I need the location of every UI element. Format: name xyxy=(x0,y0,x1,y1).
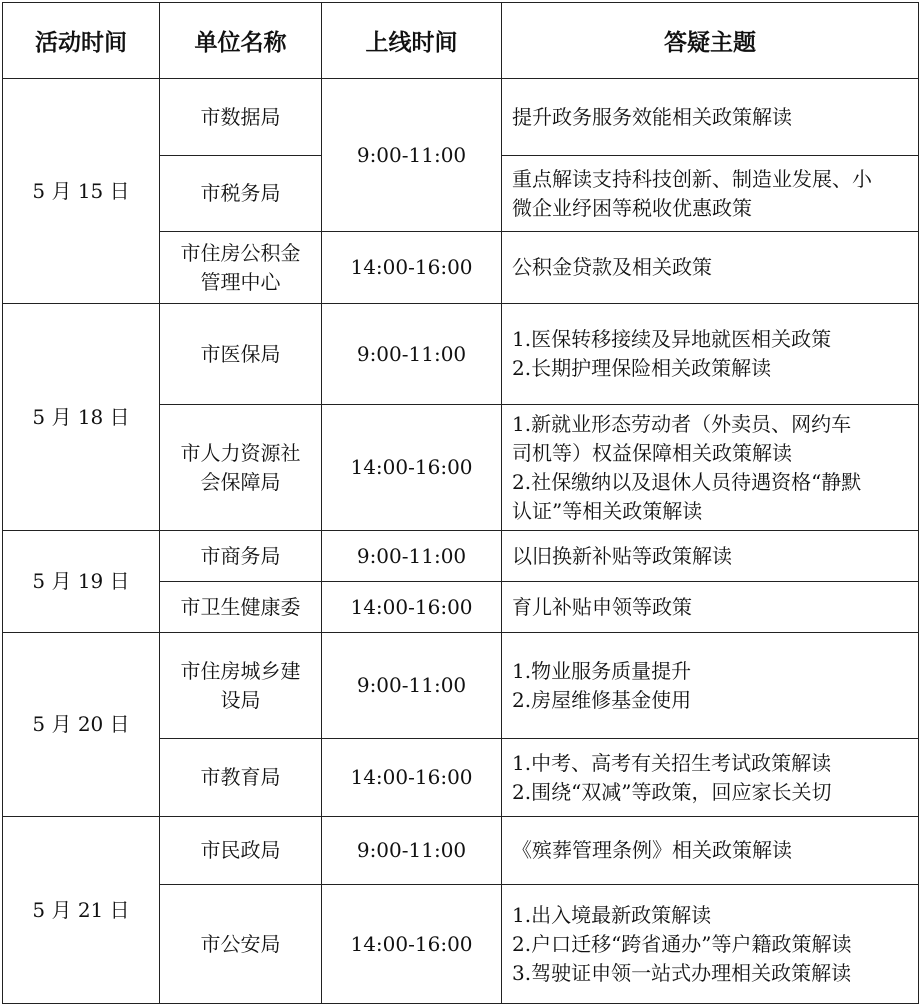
time-cell: 14:00-16:00 xyxy=(322,232,502,304)
unit-line: 市税务局 xyxy=(200,181,281,205)
topic-line: 2.长期护理保险相关政策解读 xyxy=(512,356,772,380)
unit-line: 设局 xyxy=(220,687,261,712)
topic-line: 司机等）权益保障相关政策解读 xyxy=(512,440,792,465)
topic-line: 1.医保转移接续及异地就医相关政策 xyxy=(512,327,832,351)
time-cell: 9:00-11:00 xyxy=(322,531,502,582)
table-row xyxy=(3,79,919,156)
topic-line: 《殡葬管理条例》相关政策解读 xyxy=(512,838,792,862)
topic-line: 微企业纾困等税收优惠政策 xyxy=(512,195,752,220)
unit-cell xyxy=(160,817,322,885)
topic-line: 2.房屋维修基金使用 xyxy=(512,687,692,712)
unit-cell xyxy=(160,304,322,405)
unit-line: 市教育局 xyxy=(200,765,281,789)
topic-line: 2.围绕“双减”等政策，回应家长关切 xyxy=(512,779,832,804)
table-row xyxy=(3,304,919,405)
topic-cell xyxy=(502,885,919,1004)
topic-line: 公积金贷款及相关政策 xyxy=(512,255,712,279)
topic-cell xyxy=(502,817,919,885)
topic-line: 认证”等相关政策解读 xyxy=(512,498,703,523)
table-row xyxy=(3,817,919,885)
date-cell: 5 月 20 日 xyxy=(3,633,160,817)
date-cell: 5 月 15 日 xyxy=(3,79,160,304)
unit-line: 市住房城乡建 xyxy=(180,658,301,683)
unit-line: 会保障局 xyxy=(200,469,281,494)
unit-cell xyxy=(160,232,322,304)
topic-cell xyxy=(502,531,919,582)
unit-line: 市民政局 xyxy=(200,838,281,862)
header-qa-topic: 答疑主题 xyxy=(502,3,919,79)
topic-cell xyxy=(502,156,919,232)
unit-line: 市人力资源社 xyxy=(180,440,301,465)
table-row xyxy=(3,633,919,739)
header-row xyxy=(3,3,919,79)
topic-line: 2.社保缴纳以及退休人员待遇资格“静默 xyxy=(512,469,862,494)
unit-cell xyxy=(160,885,322,1004)
header-unit-name: 单位名称 xyxy=(160,3,322,79)
header-activity-time: 活动时间 xyxy=(3,3,160,79)
date-cell: 5 月 21 日 xyxy=(3,817,160,1004)
unit-cell xyxy=(160,633,322,739)
topic-cell xyxy=(502,633,919,739)
unit-line: 市卫生健康委 xyxy=(180,594,301,619)
unit-cell xyxy=(160,156,322,232)
unit-cell xyxy=(160,405,322,531)
unit-line: 市医保局 xyxy=(200,341,281,366)
topic-cell xyxy=(502,304,919,405)
topic-cell xyxy=(502,582,919,633)
date-cell: 5 月 18 日 xyxy=(3,304,160,531)
unit-cell xyxy=(160,79,322,156)
topic-cell xyxy=(502,232,919,304)
topic-cell xyxy=(502,739,919,817)
topic-line: 提升政务服务效能相关政策解读 xyxy=(512,104,792,129)
topic-line: 1.出入境最新政策解读 xyxy=(512,902,712,927)
time-cell: 14:00-16:00 xyxy=(322,582,502,633)
table-row xyxy=(3,531,919,582)
topic-line: 重点解读支持科技创新、制造业发展、小 xyxy=(512,166,872,191)
unit-cell xyxy=(160,582,322,633)
topic-cell xyxy=(502,405,919,531)
time-cell: 14:00-16:00 xyxy=(322,885,502,1004)
time-cell: 9:00-11:00 xyxy=(322,817,502,885)
topic-line: 以旧换新补贴等政策解读 xyxy=(512,543,732,568)
time-cell: 14:00-16:00 xyxy=(322,739,502,817)
unit-line: 市住房公积金 xyxy=(180,240,301,265)
topic-cell xyxy=(502,79,919,156)
time-cell: 9:00-11:00 xyxy=(322,79,502,232)
unit-line: 市数据局 xyxy=(200,104,281,129)
time-cell: 9:00-11:00 xyxy=(322,304,502,405)
unit-cell xyxy=(160,531,322,582)
topic-line: 1.中考、高考有关招生考试政策解读 xyxy=(512,750,832,775)
time-cell: 14:00-16:00 xyxy=(322,405,502,531)
topic-line: 2.户口迁移“跨省通办”等户籍政策解读 xyxy=(512,931,852,956)
schedule-table xyxy=(2,2,919,1004)
date-cell: 5 月 19 日 xyxy=(3,531,160,633)
header-online-time: 上线时间 xyxy=(322,3,502,79)
topic-line: 1.新就业形态劳动者（外卖员、网约车 xyxy=(512,411,852,436)
unit-line: 市商务局 xyxy=(200,543,281,568)
unit-line: 管理中心 xyxy=(200,269,281,294)
topic-line: 育儿补贴申领等政策 xyxy=(512,594,692,619)
unit-cell xyxy=(160,739,322,817)
topic-line: 1.物业服务质量提升 xyxy=(512,658,692,683)
topic-line: 3.驾驶证申领一站式办理相关政策解读 xyxy=(512,960,852,985)
time-cell: 9:00-11:00 xyxy=(322,633,502,739)
unit-line: 市公安局 xyxy=(200,931,281,956)
